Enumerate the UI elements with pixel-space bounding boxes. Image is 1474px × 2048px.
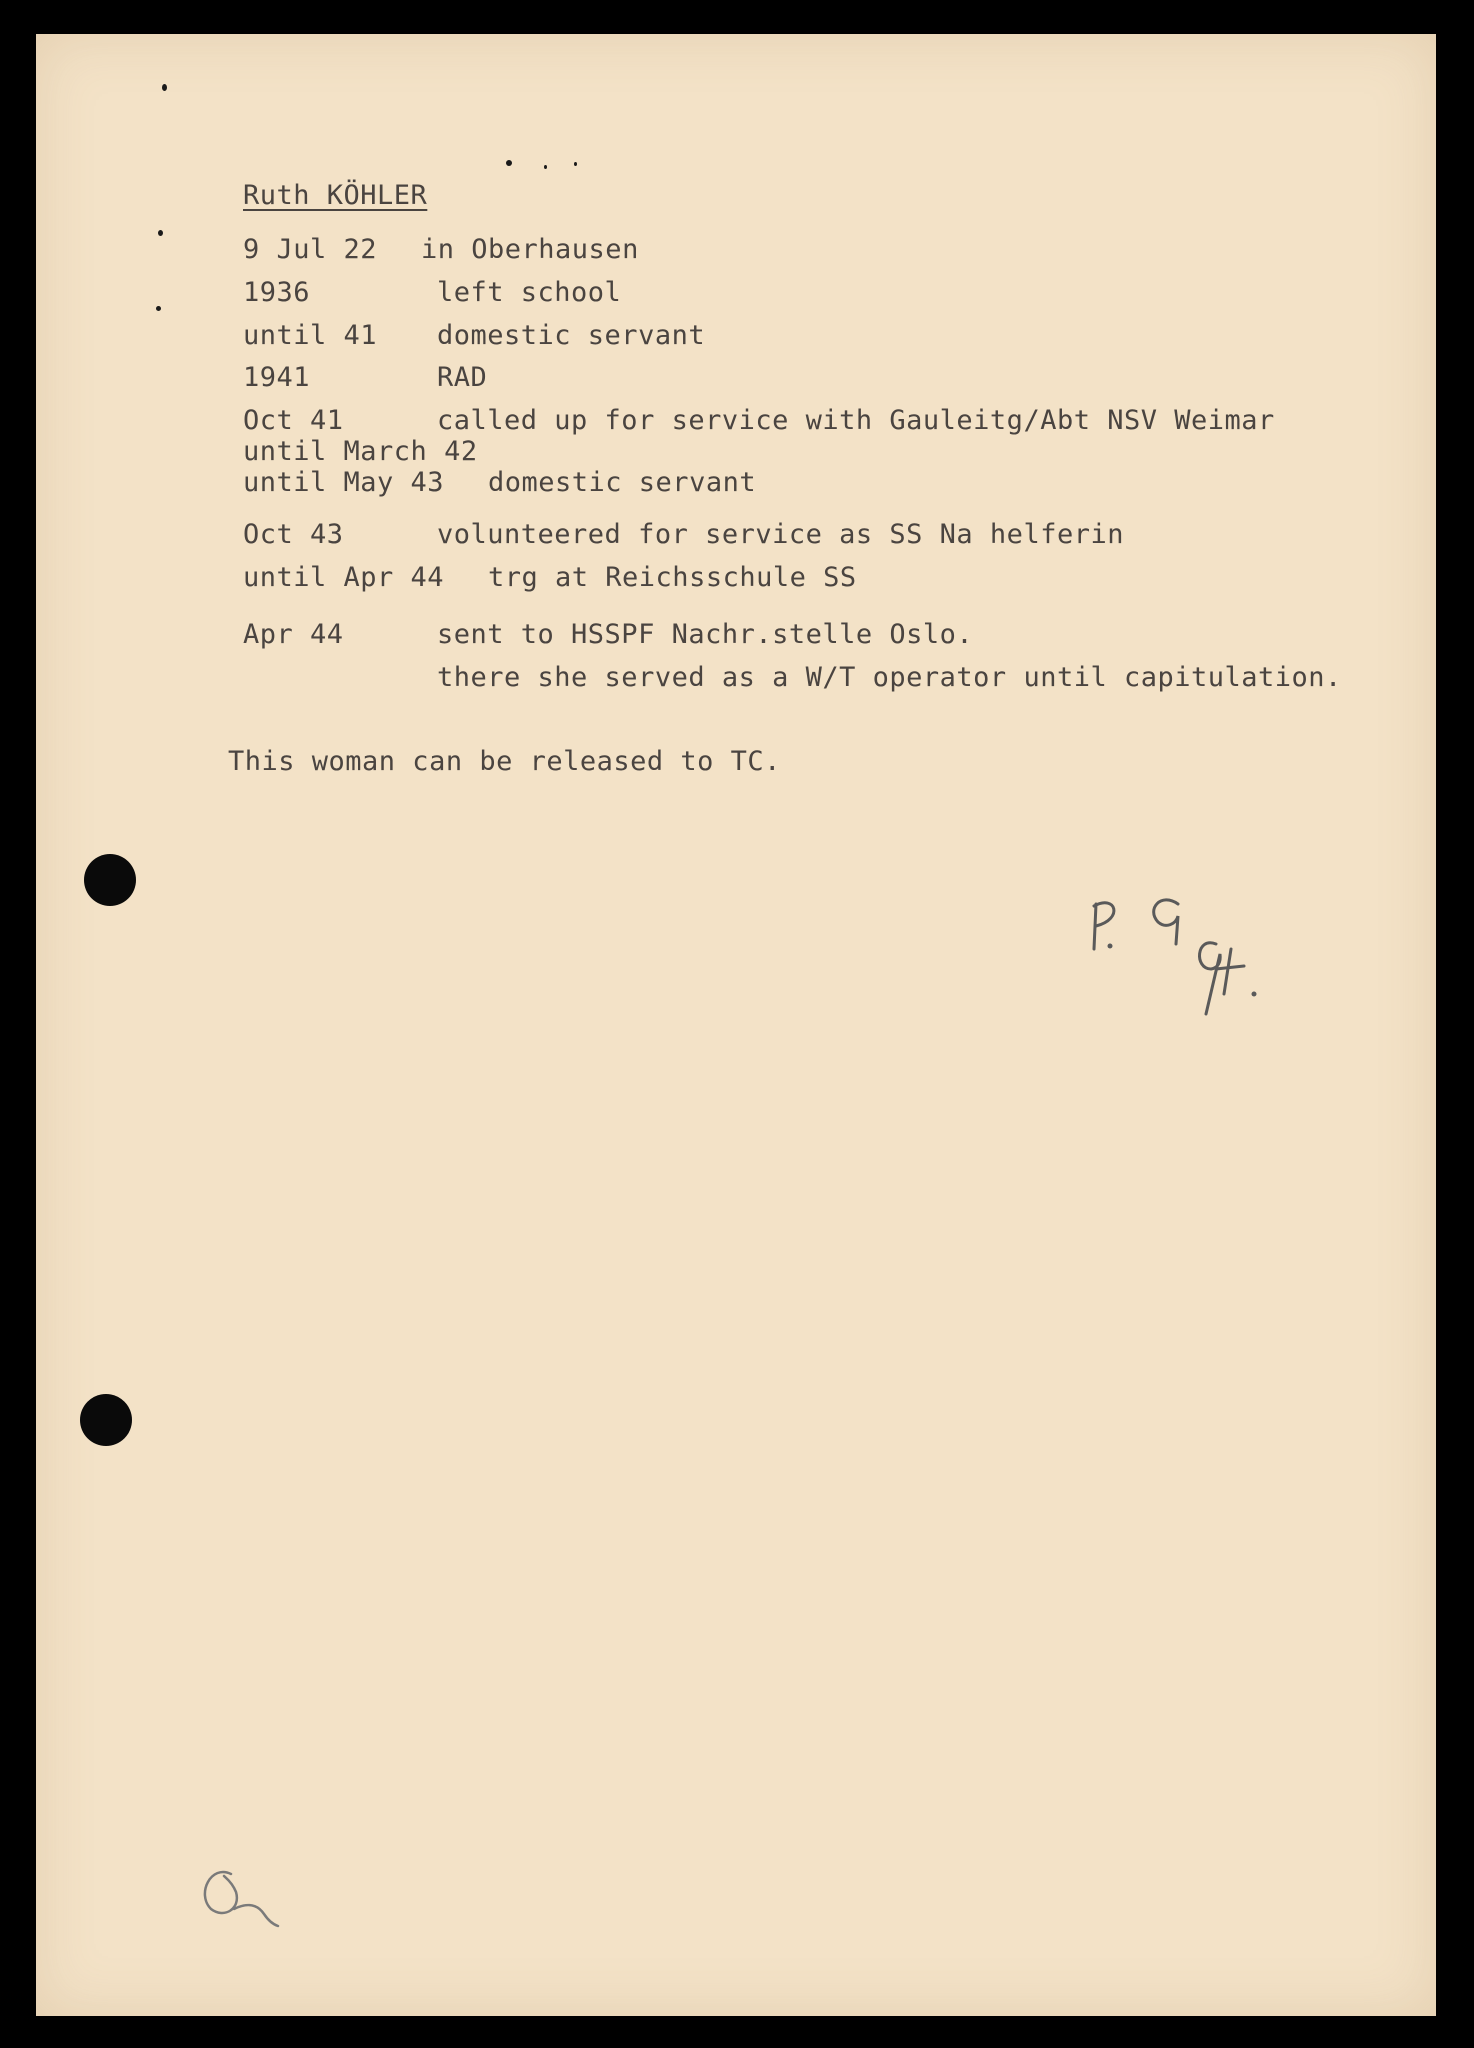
- handwritten-mark: [186, 1854, 296, 1944]
- entry-date: until May 43: [243, 467, 445, 498]
- entry-date: Apr 44: [243, 619, 344, 650]
- release-statement: This woman can be released to TC.: [228, 746, 781, 777]
- speck-mark: [544, 165, 547, 169]
- entry-date: Oct 41: [243, 405, 344, 436]
- entry-text: left school: [437, 277, 622, 308]
- speck-mark: [156, 306, 161, 311]
- entry-date: 9 Jul 22: [243, 234, 378, 265]
- entry-text: there she served as a W/T operator until capitulation.: [437, 662, 1342, 693]
- entry-text: volunteered for service as SS Na helferin: [437, 519, 1124, 550]
- entry-date: 1936: [243, 277, 311, 308]
- entry-text: in Oberhausen: [421, 234, 639, 265]
- entry-text: domestic servant: [488, 467, 757, 498]
- entry-date: until Apr 44: [243, 562, 445, 593]
- entry-text: sent to HSSPF Nachr.stelle Oslo.: [437, 619, 974, 650]
- entry-text: RAD: [437, 362, 488, 393]
- entry-date: until March 42: [243, 436, 478, 467]
- entry-date: 1941: [243, 362, 311, 393]
- speck-mark: [162, 84, 167, 91]
- punch-hole-bottom: [80, 1394, 132, 1446]
- entry-text: domestic servant: [437, 320, 706, 351]
- entry-date: Oct 43: [243, 519, 344, 550]
- person-name: Ruth KÖHLER: [243, 180, 428, 211]
- entry-text: called up for service with Gauleitg/Abt NSV Weimar: [437, 405, 1275, 436]
- speck-mark: [158, 230, 163, 236]
- entry-date: until 41: [243, 320, 378, 351]
- document-page: [36, 34, 1436, 2016]
- speck-mark: [574, 162, 577, 166]
- punch-hole-top: [84, 854, 136, 906]
- speck-mark: [506, 160, 512, 166]
- handwritten-initials: [1066, 874, 1296, 1044]
- entry-text: trg at Reichsschule SS: [488, 562, 857, 593]
